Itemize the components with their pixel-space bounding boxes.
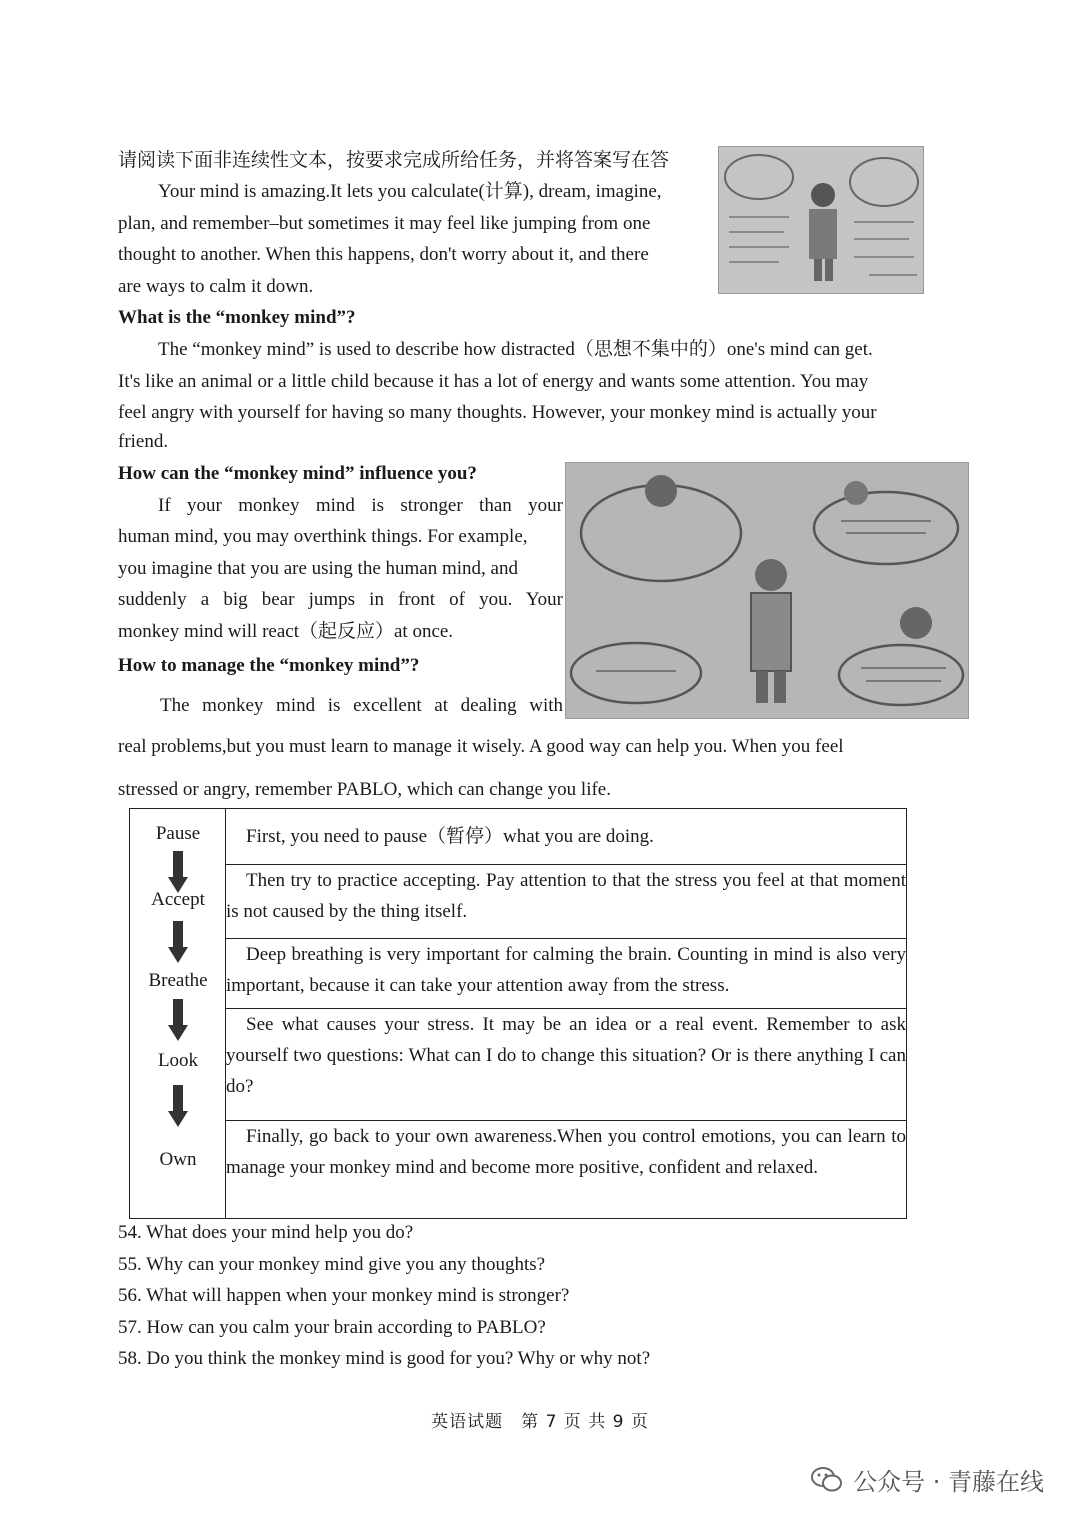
question-56: 56. What will happen when your monkey mind is stronger? [118,1285,570,1306]
section3-line-3: stressed or angry, remember PABLO, which can change you life. [118,779,611,800]
pablo-desc-own [226,1121,907,1219]
own-text: Finally, go back to your own awareness.When you control emotions, you can learn to manage your monkey mind and become more positive, confident and relaxed. [226,1126,906,1178]
wechat-icon [811,1466,843,1494]
watermark [811,1462,1044,1497]
section2-line-5: monkey mind will react（起反应）at once. [118,621,454,642]
illustration-middle [565,462,969,719]
section2-line-4: suddenly a big bear jumps in front of you. Your [118,589,563,610]
page-footer: 英语试题 第 7 页 共 9 页 [431,1412,649,1432]
section2-line-2: human mind, you may overthink things. For example, [118,526,528,547]
monkey-mind-illustration-image [566,463,968,718]
intro-line-1: Your mind is amazing.It lets you calculate(计算), dream, imagine, [158,181,662,202]
section1-line-2: It's like an animal or a little child because it has a lot of energy and wants some attention. You may [118,371,869,392]
section2-heading: How can the “monkey mind” influence you? [118,463,477,484]
section3-heading: How to manage the “monkey mind”? [118,655,420,676]
step-breathe: Breathe [148,970,208,991]
accept-text: Then try to practice accepting. Pay attention to that the stress you feel at that moment is not caused by the thing itself. [226,870,906,922]
section1-line-1: The “monkey mind” is used to describe how distracted（思想不集中的）one's mind can get. [158,339,873,360]
section1-line-3: feel angry with yourself for having so many thoughts. However, your monkey mind is actually your [118,402,877,423]
section3-line-2: real problems,but you must learn to manage it wisely. A good way can help you. When you feel [118,736,844,757]
step-accept: Accept [151,889,205,910]
pablo-steps-column [130,809,226,1219]
question-57: 57. How can you calm your brain according to PABLO? [118,1317,546,1338]
section1-heading: What is the “monkey mind”? [118,307,356,328]
section2-line-3: you imagine that you are using the human mind, and [118,558,518,579]
section1-line-4: friend. [118,431,169,452]
pablo-desc-look [226,1009,907,1121]
look-text: See what causes your stress. It may be an idea or a real event. Remember to ask yourself two questions: What can I do to change this situation? Or is there anything I can do? [226,1014,906,1097]
pablo-desc-pause [226,809,907,865]
illustration-top [718,146,924,294]
question-58: 58. Do you think the monkey mind is good for you? Why or why not? [118,1348,651,1369]
pablo-desc-breathe [226,939,907,1009]
step-look: Look [157,1050,199,1071]
pablo-table [129,808,907,1219]
pause-text: First, you need to pause（暂停）what you are doing. [246,826,654,847]
down-arrow-icon [168,1085,188,1129]
section2-line-1: If your monkey mind is stronger than your [158,495,563,516]
cartoon-boy-thoughts-image [719,147,923,293]
watermark-text: 公众号 · 青藤在线 [853,1468,1044,1496]
intro-line-4: are ways to calm it down. [118,276,314,297]
step-own: Own [159,1149,197,1170]
intro-line-3: thought to another. When this happens, don't worry about it, and there [118,244,649,265]
down-arrow-icon [168,921,188,965]
instruction: 请阅读下面非连续性文本，按要求完成所给任务，并将答案写在答 [118,149,670,171]
pablo-desc-accept [226,865,907,939]
question-55: 55. Why can your monkey mind give you any thoughts? [118,1254,546,1275]
step-pause: Pause [155,823,201,844]
question-54: 54. What does your mind help you do? [118,1222,414,1243]
down-arrow-icon [168,999,188,1043]
intro-line-2: plan, and remember–but sometimes it may feel like jumping from one [118,213,651,234]
breathe-text: Deep breathing is very important for calming the brain. Counting in mind is also very important, because it can take your attention away from the stress. [226,944,906,996]
section3-line-1: The monkey mind is excellent at dealing with [160,695,563,716]
